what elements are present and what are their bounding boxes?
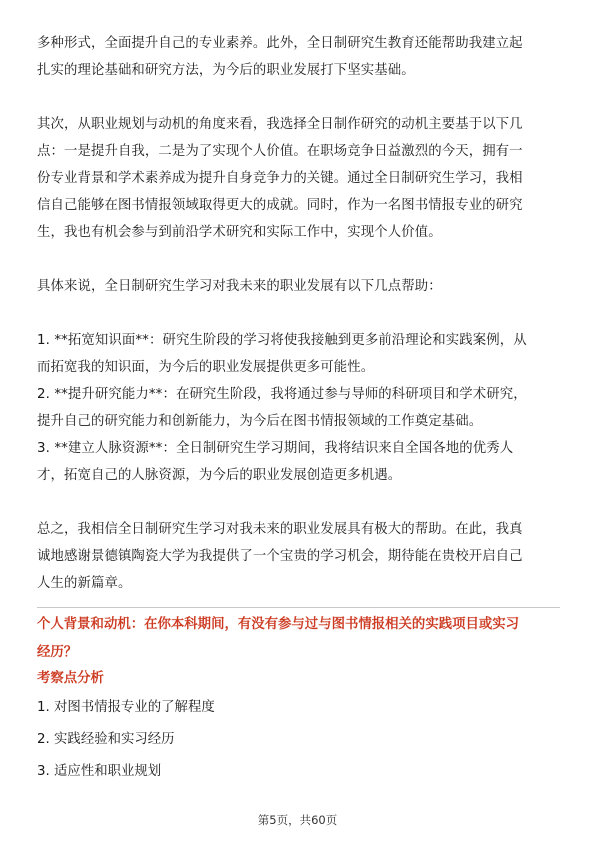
list-item-line: 1. **拓宽知识面**：研究生阶段的学习将使我接触到更多前沿理论和实践案例，从 — [37, 333, 527, 348]
interview-question-line: 个人背景和动机：在你本科期间，有没有参与过与图书情报相关的实践项目或实习 — [37, 617, 520, 632]
interview-question-line: 经历？ — [37, 645, 78, 660]
body-line: 扎实的理论基础和研究方法，为今后的职业发展打下坚实基础。 — [37, 63, 415, 78]
analysis-point: 1. 对图书情报专业的了解程度 — [37, 700, 215, 715]
body-line: 份专业背景和学术素养成为提升自身竞争力的关键。通过全日制研究生学习，我相 — [37, 171, 523, 186]
list-item-line: 提升自己的研究能力和创新能力，为今后在图书情报领域的工作奠定基础。 — [37, 414, 483, 429]
page-footer: 第5页，共60页 — [257, 813, 338, 827]
list-item-line: 而拓宽我的知识面，为今后的职业发展提供更多可能性。 — [37, 360, 375, 375]
list-item-line: 才，拓宽自己的人脉资源，为今后的职业发展创造更多机遇。 — [37, 468, 402, 483]
body-line: 生，我也有机会参与到前沿学术研究和实际工作中，实现个人价值。 — [37, 225, 442, 240]
list-item-line: 2. **提升研究能力**：在研究生阶段，我将通过参与导师的科研项目和学术研究， — [37, 387, 527, 402]
body-line: 信自己能够在图书情报领域取得更大的成就。同时，作为一名图书情报专业的研究 — [37, 198, 523, 213]
body-line: 人生的新篇章。 — [37, 576, 132, 591]
body-line: 多种形式，全面提升自己的专业素养。此外，全日制研究生教育还能帮助我建立起 — [37, 36, 523, 51]
analysis-title: 考察点分析 — [37, 671, 104, 686]
section-divider — [37, 607, 560, 608]
list-item-line: 3. **建立人脉资源**：全日制研究生学习期间，我将结识来自全国各地的优秀人 — [37, 441, 514, 456]
body-line: 点：一是提升自我，二是为了实现个人价值。在职场竞争日益激烈的今天，拥有一 — [37, 144, 523, 159]
document-page — [37, 30, 560, 788]
analysis-point: 3. 适应性和职业规划 — [37, 764, 162, 779]
body-line: 总之，我相信全日制研究生学习对我未来的职业发展具有极大的帮助。在此，我真 — [37, 522, 523, 537]
analysis-point: 2. 实践经验和实习经历 — [37, 732, 175, 747]
body-line: 其次，从职业规划与动机的角度来看，我选择全日制作研究的动机主要基于以下几 — [37, 117, 523, 132]
body-line: 诚地感谢景德镇陶瓷大学为我提供了一个宝贵的学习机会，期待能在贵校开启自己 — [37, 549, 523, 564]
body-line: 具体来说，全日制研究生学习对我未来的职业发展有以下几点帮助： — [37, 279, 442, 294]
